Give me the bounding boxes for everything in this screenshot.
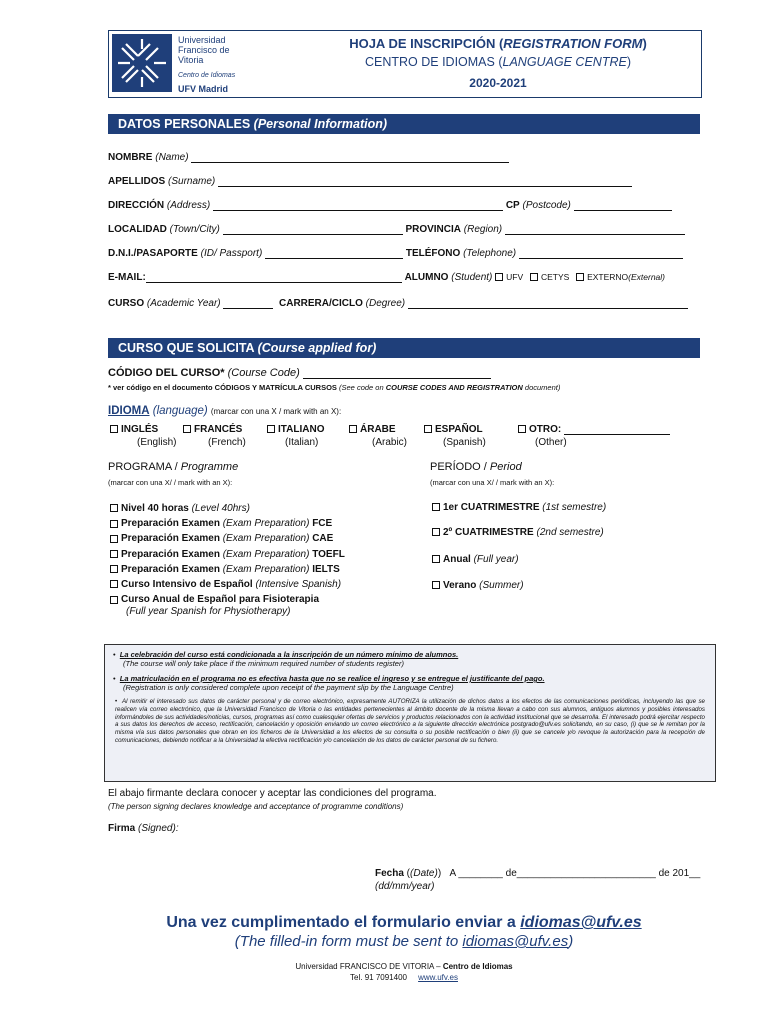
- declaration: El abajo firmante declara conocer y aceptar las condiciones del programa.: [108, 788, 437, 799]
- footer-univ: Universidad FRANCISCO DE VITORIA – Centro de Idiomas: [295, 962, 513, 971]
- externo-checkbox[interactable]: [576, 273, 584, 281]
- form-title: HOJA DE INSCRIPCIÓN (REGISTRATION FORM): [349, 36, 647, 51]
- programme-option[interactable]: Preparación Examen (Exam Preparation) CAE: [110, 533, 333, 544]
- email-link-en[interactable]: idiomas@ufv.es: [462, 933, 569, 950]
- city-field[interactable]: LOCALIDAD (Town/City) PROVINCIA (Region): [108, 224, 685, 235]
- signature-field[interactable]: Firma (Signed):: [108, 823, 179, 834]
- lang-italiano[interactable]: ITALIANO: [267, 424, 324, 435]
- id-field[interactable]: D.N.I./PASAPORTE (ID/ Passport) TELÉFONO (Telephone): [108, 248, 683, 259]
- lang-espanol[interactable]: ESPAÑOL: [424, 424, 483, 435]
- period-option[interactable]: Anual (Full year): [432, 554, 519, 565]
- lang-frances[interactable]: FRANCÉS: [183, 424, 242, 435]
- language-heading: IDIOMA (language) (marcar con una X / mark with an X):: [108, 405, 342, 417]
- course-band: CURSO QUE SOLICITA (Course applied for): [108, 338, 700, 358]
- note-1: • La celebración del curso está condicionada a la inscripción de un número mínimo de alumnos. (The course will only take place if the minimum required number of students register): [113, 650, 459, 668]
- lang-arabe-en: (Arabic): [372, 437, 408, 448]
- programme-option[interactable]: Curso Intensivo de Español (Intensive Spanish): [110, 579, 341, 590]
- website-link[interactable]: www.ufv.es: [418, 973, 458, 982]
- personal-band: DATOS PERSONALES (Personal Information): [108, 114, 700, 134]
- lang-espanol-en: (Spanish): [443, 437, 486, 448]
- period-heading: PERÍODO / Period: [430, 461, 522, 473]
- lang-arabe[interactable]: ÁRABE: [349, 424, 396, 435]
- lang-italiano-en: (Italian): [285, 437, 319, 448]
- ufv-checkbox[interactable]: [495, 273, 503, 281]
- programme-option[interactable]: Nivel 40 horas (Level 40hrs): [110, 503, 250, 514]
- declaration-en: (The person signing declares knowledge and acceptance of programme conditions): [108, 802, 404, 811]
- footer-contact: Tel. 91 7091400 www.ufv.es: [350, 973, 458, 982]
- send-instruction-en: (The filled-in form must be sent to idiomas@ufv.es): [234, 933, 574, 950]
- period-hint: (marcar con una X/ / mark with an X):: [430, 478, 555, 487]
- period-option[interactable]: 2º CUATRIMESTRE (2nd semestre): [432, 527, 604, 538]
- date-field[interactable]: Fecha ((Date)) A ________ de_________________________ de 201__: [375, 868, 701, 879]
- lang-otro[interactable]: OTRO:: [518, 424, 670, 435]
- surname-field[interactable]: APELLIDOS (Surname): [108, 176, 632, 187]
- email-link[interactable]: idiomas@ufv.es: [520, 914, 642, 931]
- degree-field[interactable]: CURSO (Academic Year) CARRERA/CICLO (Degree): [108, 298, 688, 309]
- address-field[interactable]: DIRECCIÓN (Address) CP (Postcode): [108, 200, 672, 211]
- lang-ingles[interactable]: INGLÉS: [110, 424, 158, 435]
- date-format: (dd/mm/year): [375, 881, 435, 892]
- form-subtitle: CENTRO DE IDIOMAS (LANGUAGE CENTRE): [364, 55, 632, 69]
- period-option[interactable]: 1er CUATRIMESTRE (1st semestre): [432, 502, 606, 513]
- programme-option[interactable]: Curso Anual de Español para Fisioterapia: [110, 594, 319, 605]
- course-code-note: * ver código en el documento CÓDIGOS Y MATRÍCULA CURSOS (See code on COURSE CODES AND REGISTRATION document): [108, 383, 561, 392]
- email-field[interactable]: E-MAIL: ALUMNO (Student) UFV CETYS EXTERNO(External): [108, 272, 665, 283]
- notes-box: [104, 644, 716, 782]
- programme-option[interactable]: Preparación Examen (Exam Preparation) FCE: [110, 518, 332, 529]
- programme-option[interactable]: Preparación Examen (Exam Preparation) TOEFL: [110, 549, 345, 560]
- programme-hint: (marcar con una X/ / mark with an X):: [108, 478, 233, 487]
- logo-text: Universidad Francisco de Vitoria Centro de Idiomas UFV Madrid: [178, 35, 236, 94]
- name-field[interactable]: NOMBRE (Name): [108, 152, 509, 163]
- course-code-field[interactable]: CÓDIGO DEL CURSO* (Course Code): [108, 367, 491, 379]
- send-instruction: Una vez cumplimentado el formulario enviar a idiomas@ufv.es: [166, 914, 642, 931]
- note-2: • La matriculación en el programa no es efectiva hasta que no se realice el ingreso y se entregue el justificante del pago. (Registration is only considered complete upon receipt of the payment slip by the Language Centre): [113, 674, 545, 692]
- lang-ingles-en: (English): [137, 437, 177, 448]
- cetys-checkbox[interactable]: [530, 273, 538, 281]
- lang-frances-en: (French): [208, 437, 246, 448]
- ufv-logo-icon: [112, 34, 172, 92]
- note-3: • Al remitir el interesado sus datos de carácter personal y de correo electrónico, expresamente AUTORIZA la utilización de dichos datos a los efectos de las comunicaciones periódicas, incluyendo las que se realicen vía correo electrónico, que la Universidad Francisco de Vitoria o las entidades pertenecientes al ámbito docente de la misma llevan a cabo con sus alumnos, antiguos alumnos y posibles interesados informándoles de sus actividades/noticias, cursos, programas así como cualesquier ofertas de servicios y productos relacionados con la actividad institucional que se desarrolla. El interesado podrá ejercitar respecto a sus datos los derechos de acceso, rectificación, cancelación y oposición enviando un correo electrónico a la siguiente dirección electrónica postgrado@ufv.es solicitando, en su caso, (i) que se le remitan por la misma vía sus datos personales que obran en los ficheros de la Universidad a los efectos de su consulta o su posible rectificación o bien (ii) que se cancele y/o revoque la autorización para la recepción de comunicaciones, debiendo notificar a la Universidad la efectiva rectificación y/o cancelación de los datos de carácter personal de su fichero.: [115, 698, 705, 744]
- period-option[interactable]: Verano (Summer): [432, 580, 524, 591]
- programme-option[interactable]: Preparación Examen (Exam Preparation) IELTS: [110, 564, 340, 575]
- academic-year: 2020-2021: [469, 76, 527, 90]
- programme-last-en: (Full year Spanish for Physiotherapy): [126, 606, 291, 617]
- programme-heading: PROGRAMA / Programme: [108, 461, 239, 473]
- lang-otro-en: (Other): [535, 437, 567, 448]
